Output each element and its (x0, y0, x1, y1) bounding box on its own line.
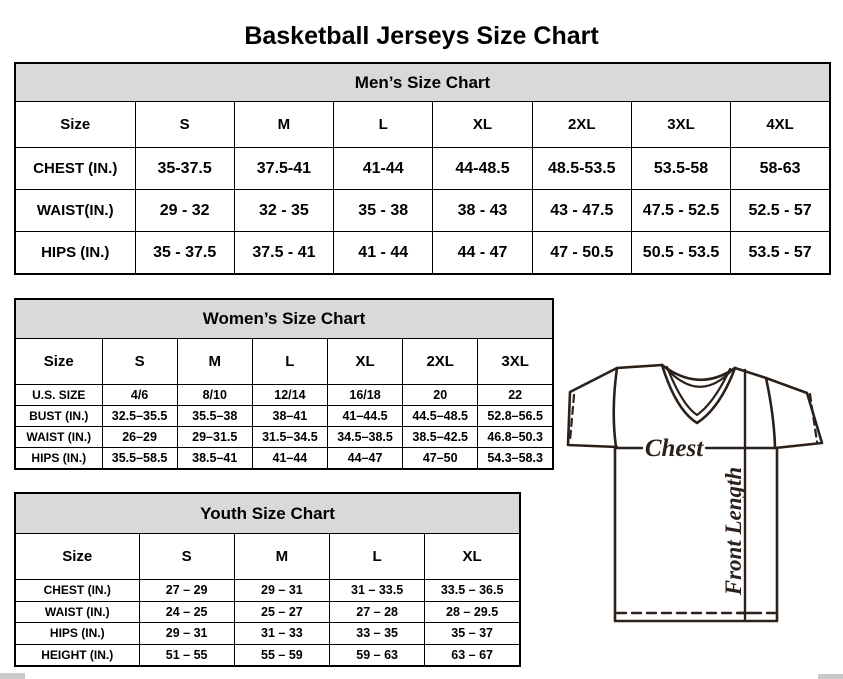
chest-label: Chest (644, 435, 704, 462)
size-value-cell: 53.5 - 57 (731, 232, 830, 275)
mens-table-title: Men’s Size Chart (15, 63, 830, 102)
column-header: M (234, 102, 333, 148)
size-value-cell: 25 – 27 (234, 601, 329, 623)
row-label: WAIST (IN.) (15, 601, 139, 623)
column-header: 4XL (731, 102, 830, 148)
youth-header-row (15, 534, 520, 580)
size-value-cell: 38.5–42.5 (403, 427, 478, 448)
row-label: HIPS (IN.) (15, 623, 139, 645)
size-value-cell: 52.5 - 57 (731, 190, 830, 232)
size-value-cell: 27 – 29 (139, 580, 234, 602)
column-header: S (139, 534, 234, 580)
size-value-cell: 29 - 32 (135, 190, 234, 232)
size-value-cell: 44–47 (327, 448, 402, 470)
row-label: HEIGHT (IN.) (15, 644, 139, 666)
size-value-cell: 63 – 67 (425, 644, 520, 666)
row-label: HIPS (IN.) (15, 232, 135, 275)
table-row (15, 406, 553, 427)
table-row (15, 385, 553, 406)
table-row (15, 644, 520, 666)
column-header: 2XL (532, 102, 631, 148)
size-value-cell: 46.8–50.3 (478, 427, 553, 448)
column-header: 3XL (631, 102, 730, 148)
size-value-cell: 31 – 33 (234, 623, 329, 645)
column-header: XL (425, 534, 520, 580)
table-row (15, 232, 830, 275)
size-column-header: Size (15, 534, 139, 580)
size-value-cell: 35.5–38 (177, 406, 252, 427)
size-value-cell: 53.5-58 (631, 148, 730, 190)
size-value-cell: 38 - 43 (433, 190, 532, 232)
size-value-cell: 47.5 - 52.5 (631, 190, 730, 232)
row-label: U.S. SIZE (15, 385, 102, 406)
youth-table-title-row (15, 493, 520, 534)
size-value-cell: 26–29 (102, 427, 177, 448)
table-row (15, 190, 830, 232)
row-label: HIPS (IN.) (15, 448, 102, 470)
size-value-cell: 41-44 (334, 148, 433, 190)
size-value-cell: 37.5 - 41 (234, 232, 333, 275)
mens-table-title-row (15, 63, 830, 102)
size-column-header: Size (15, 339, 102, 385)
size-value-cell: 55 – 59 (234, 644, 329, 666)
size-value-cell: 4/6 (102, 385, 177, 406)
womens-table-body (15, 385, 553, 470)
page-title: Basketball Jerseys Size Chart (244, 21, 599, 50)
mens-table-body (15, 148, 830, 275)
size-value-cell: 34.5–38.5 (327, 427, 402, 448)
size-value-cell: 43 - 47.5 (532, 190, 631, 232)
table-row (15, 623, 520, 645)
size-value-cell: 41–44.5 (327, 406, 402, 427)
size-value-cell: 28 – 29.5 (425, 601, 520, 623)
size-value-cell: 29–31.5 (177, 427, 252, 448)
size-value-cell: 33.5 – 36.5 (425, 580, 520, 602)
size-value-cell: 35.5–58.5 (102, 448, 177, 470)
cropped-edge-artifact-right (818, 674, 843, 679)
size-value-cell: 35 - 38 (334, 190, 433, 232)
size-value-cell: 16/18 (327, 385, 402, 406)
column-header: L (330, 534, 425, 580)
size-value-cell: 41–44 (252, 448, 327, 470)
column-header: 2XL (403, 339, 478, 385)
table-row (15, 601, 520, 623)
cropped-edge-artifact-left (0, 673, 25, 679)
size-value-cell: 52.8–56.5 (478, 406, 553, 427)
size-value-cell: 41 - 44 (334, 232, 433, 275)
front-length-label: Front Length (721, 466, 746, 596)
womens-size-table (14, 298, 554, 470)
table-row (15, 148, 830, 190)
womens-table-title: Women’s Size Chart (15, 299, 553, 339)
size-value-cell: 38.5–41 (177, 448, 252, 470)
size-value-cell: 58-63 (731, 148, 830, 190)
size-value-cell: 51 – 55 (139, 644, 234, 666)
womens-table-title-row (15, 299, 553, 339)
table-row (15, 448, 553, 470)
youth-size-table (14, 492, 521, 667)
size-value-cell: 32 - 35 (234, 190, 333, 232)
size-value-cell: 38–41 (252, 406, 327, 427)
row-label: WAIST(IN.) (15, 190, 135, 232)
row-label: BUST (IN.) (15, 406, 102, 427)
size-value-cell: 44.5–48.5 (403, 406, 478, 427)
table-row (15, 580, 520, 602)
column-header: M (177, 339, 252, 385)
jersey-measurement-diagram (560, 363, 838, 625)
size-value-cell: 35 – 37 (425, 623, 520, 645)
size-value-cell: 31.5–34.5 (252, 427, 327, 448)
youth-table-title: Youth Size Chart (15, 493, 520, 534)
size-value-cell: 8/10 (177, 385, 252, 406)
row-label: CHEST (IN.) (15, 148, 135, 190)
column-header: S (102, 339, 177, 385)
size-column-header: Size (15, 102, 135, 148)
jersey-diagram-svg (560, 363, 838, 625)
column-header: 3XL (478, 339, 553, 385)
size-value-cell: 33 – 35 (330, 623, 425, 645)
size-value-cell: 31 – 33.5 (330, 580, 425, 602)
womens-header-row (15, 339, 553, 385)
size-value-cell: 27 – 28 (330, 601, 425, 623)
column-header: L (334, 102, 433, 148)
size-value-cell: 48.5-53.5 (532, 148, 631, 190)
table-row (15, 427, 553, 448)
size-value-cell: 20 (403, 385, 478, 406)
mens-size-table (14, 62, 831, 275)
column-header: M (234, 534, 329, 580)
size-value-cell: 44 - 47 (433, 232, 532, 275)
size-value-cell: 44-48.5 (433, 148, 532, 190)
column-header: XL (433, 102, 532, 148)
column-header: XL (327, 339, 402, 385)
column-header: S (135, 102, 234, 148)
size-value-cell: 29 – 31 (139, 623, 234, 645)
jersey-outline (568, 365, 822, 621)
size-value-cell: 59 – 63 (330, 644, 425, 666)
size-value-cell: 35-37.5 (135, 148, 234, 190)
mens-header-row (15, 102, 830, 148)
size-value-cell: 47–50 (403, 448, 478, 470)
size-value-cell: 32.5–35.5 (102, 406, 177, 427)
column-header: L (252, 339, 327, 385)
size-value-cell: 37.5-41 (234, 148, 333, 190)
row-label: CHEST (IN.) (15, 580, 139, 602)
size-value-cell: 12/14 (252, 385, 327, 406)
size-value-cell: 22 (478, 385, 553, 406)
size-value-cell: 35 - 37.5 (135, 232, 234, 275)
size-value-cell: 50.5 - 53.5 (631, 232, 730, 275)
youth-table-body (15, 580, 520, 667)
row-label: WAIST (IN.) (15, 427, 102, 448)
size-value-cell: 29 – 31 (234, 580, 329, 602)
size-value-cell: 54.3–58.3 (478, 448, 553, 470)
size-value-cell: 47 - 50.5 (532, 232, 631, 275)
size-value-cell: 24 – 25 (139, 601, 234, 623)
